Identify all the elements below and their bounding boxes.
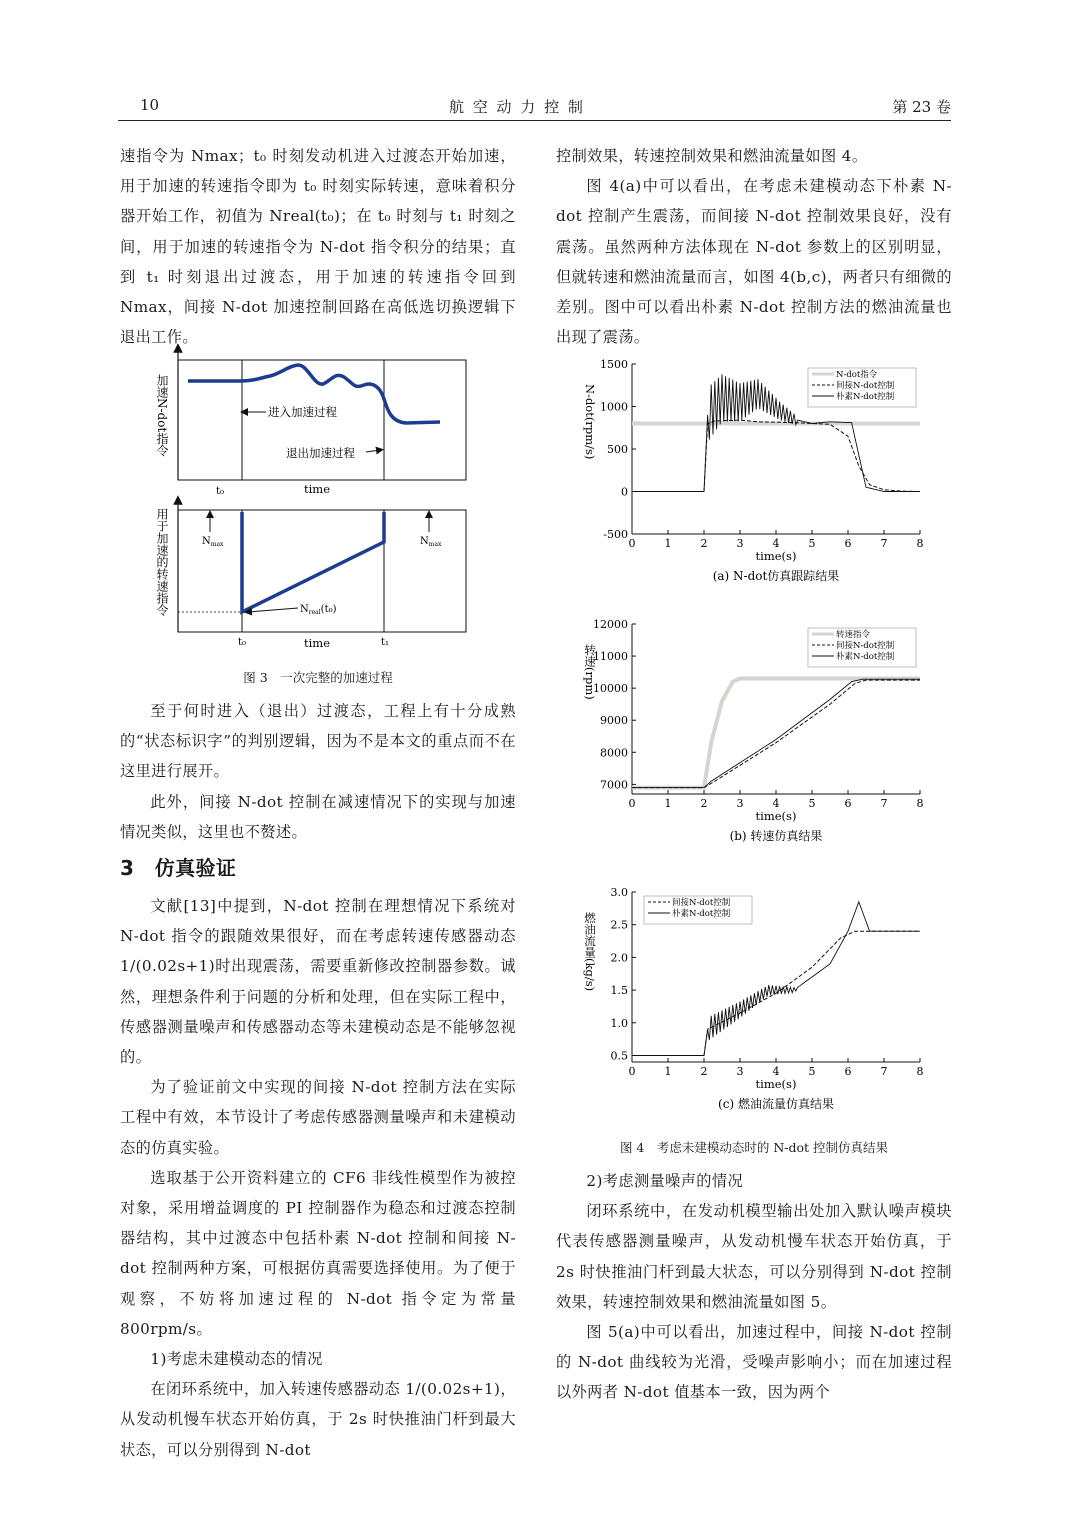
figure-3-caption: 图 3 一次完整的加速过程 bbox=[243, 670, 393, 685]
y-tick-label: 0.5 bbox=[610, 1049, 628, 1063]
y-tick-label: 2.5 bbox=[610, 918, 628, 932]
nreal-label: $N_{real}(t_0)$ bbox=[300, 604, 337, 616]
y-tick-label: 3.0 bbox=[610, 886, 628, 899]
x-tick-label: 8 bbox=[916, 1065, 924, 1078]
y-axis-label: 转速(rpm) bbox=[583, 644, 597, 700]
t0-label-bottom: t₀ bbox=[238, 637, 247, 648]
legend-label: 转速指令 bbox=[836, 630, 871, 640]
t0-label-top: t₀ bbox=[216, 486, 225, 497]
x-axis-label: time(s) bbox=[755, 1077, 797, 1091]
figure-4-caption: 图 4 考虑未建模动态时的 N-dot 控制仿真结果 bbox=[619, 1140, 889, 1155]
legend-label: 间接N-dot控制 bbox=[836, 641, 895, 651]
section-heading: 3 仿真验证 bbox=[120, 856, 237, 881]
paragraph: 至于何时进入（退出）过渡态，工程上有十分成熟的“状态标识字”的判别逻辑，因为不是本文的重点而不在这里进行展开。 bbox=[120, 702, 516, 781]
x-tick-label: 8 bbox=[916, 537, 924, 550]
x-tick-label: 7 bbox=[880, 537, 888, 550]
chart-ndot-tracking bbox=[576, 342, 936, 598]
y-tick-label: 1000 bbox=[600, 400, 628, 414]
x-tick-label: 2 bbox=[700, 797, 708, 810]
y-tick-label: 500 bbox=[607, 443, 628, 456]
figure-3 bbox=[148, 344, 478, 656]
x-axis-label: time(s) bbox=[755, 809, 797, 823]
chart-speed-simulation bbox=[576, 602, 936, 864]
y-tick-label: 1.0 bbox=[610, 1016, 628, 1030]
x-tick-label: 1 bbox=[664, 1065, 672, 1078]
xlabel-top: time bbox=[304, 482, 331, 496]
y-tick-label: 1500 bbox=[600, 358, 628, 371]
right-column-top bbox=[556, 141, 952, 352]
x-tick-label: 1 bbox=[664, 797, 672, 810]
left-column-top bbox=[120, 141, 516, 352]
x-axis-label: time(s) bbox=[755, 549, 797, 563]
nmax-left: $N_{max}$ bbox=[202, 536, 224, 548]
x-tick-label: 1 bbox=[664, 537, 672, 550]
y-tick-label: 9000 bbox=[600, 714, 628, 728]
annot-enter: 进入加速过程 bbox=[268, 405, 337, 419]
paragraph: 选取基于公开资料建立的 CF6 非线性模型作为被控对象，采用增益调度的 PI 控制器作为稳态和过渡态控制器结构，其中过渡态中包括朴素 N-dot 控制和间接 N-dot 控制两种方案，可根据仿真需要选择使用。为了便于观察，不妨将加速过程的 N-dot 指令定为常量 800rpm/s。 bbox=[120, 1168, 516, 1338]
y-axis-label: N-dot(rpm/s) bbox=[583, 384, 597, 460]
x-tick-label: 3 bbox=[736, 1065, 744, 1078]
speed-command-curve bbox=[242, 512, 384, 612]
x-tick-label: 7 bbox=[880, 1065, 888, 1078]
bottom-ylabel: 用于加速的转速指令 bbox=[155, 508, 169, 616]
legend-label: N-dot指令 bbox=[836, 370, 878, 380]
y-tick-label: 12000 bbox=[593, 618, 628, 631]
paragraph: 文献[13]中提到，N-dot 控制在理想情况下系统对 N-dot 指令的跟随效果很好，而在考虑转速传感器动态 1/(0.02s+1)时出现震荡，需要重新修改控制器参数。诚然，理想条件利于问题的分析和处理，但在实际工程中，传感器测量噪声和传感器动态等未建模动态是不能够忽视的。 bbox=[120, 897, 516, 1067]
journal-title: 航 空 动 力 控 制 bbox=[449, 98, 585, 116]
xlabel-bottom: time bbox=[304, 636, 331, 650]
y-tick-label: 11000 bbox=[593, 650, 628, 664]
subcaption: (c) 燃油流量仿真结果 bbox=[718, 1097, 834, 1111]
y-tick-label: 0 bbox=[621, 485, 628, 499]
x-tick-label: 4 bbox=[772, 1065, 780, 1078]
nmax-right: $N_{max}$ bbox=[420, 536, 442, 548]
subheading: 1)考虑未建模动态的情况 bbox=[150, 1350, 323, 1369]
left-column-bottom bbox=[120, 696, 516, 1465]
page-number: 10 bbox=[140, 96, 160, 114]
y-tick-label: 7000 bbox=[600, 778, 628, 792]
top-panel-frame bbox=[178, 360, 466, 480]
paragraph: 速指令为 Nmax；t₀ 时刻发动机进入过渡态开始加速，用于加速的转速指令即为 t₀ 时刻实际转速，意味着积分器开始工作，初值为 Nreal(t₀)；在 t₀ 时刻与 t₁ 时刻之间，用于加速的转速指令为 N-dot 指令积分的结果；直到 t₁ 时刻退出过渡态，用于加速的转速指令回到 Nmax，间接 N-dot 加速控制回路在高低选切换逻辑下退出工作。 bbox=[120, 147, 516, 347]
x-tick-label: 0 bbox=[628, 797, 636, 810]
x-tick-label: 6 bbox=[844, 537, 852, 550]
x-tick-label: 5 bbox=[808, 537, 816, 550]
y-tick-label: 2.0 bbox=[610, 951, 628, 965]
right-column-bottom bbox=[556, 1166, 952, 1408]
top-ylabel: 加速N-dot指令 bbox=[155, 374, 169, 457]
y-tick-label: 1.5 bbox=[610, 984, 628, 998]
x-tick-label: 6 bbox=[844, 1065, 852, 1078]
y-tick-label: 8000 bbox=[600, 746, 628, 760]
x-tick-label: 6 bbox=[844, 797, 852, 810]
subheading: 2)考虑测量噪声的情况 bbox=[586, 1172, 744, 1190]
chart-fuel-flow-simulation bbox=[576, 870, 936, 1126]
y-tick-label: 10000 bbox=[593, 682, 628, 696]
x-tick-label: 0 bbox=[628, 537, 636, 550]
paragraph: 此外，间接 N-dot 控制在减速情况下的实现与加速情况类似，这里也不赘述。 bbox=[120, 792, 516, 841]
header-rule bbox=[118, 120, 951, 121]
legend-label: 朴素N-dot控制 bbox=[836, 652, 895, 662]
legend-label: 间接N-dot控制 bbox=[672, 898, 731, 908]
subcaption: (a) N-dot仿真跟踪结果 bbox=[712, 569, 840, 583]
x-tick-label: 5 bbox=[808, 1065, 816, 1078]
x-tick-label: 5 bbox=[808, 797, 816, 810]
x-tick-label: 4 bbox=[772, 537, 780, 550]
volume-label: 第 23 卷 bbox=[892, 98, 951, 116]
legend-label: 朴素N-dot控制 bbox=[836, 392, 895, 402]
x-tick-label: 3 bbox=[736, 537, 744, 550]
paragraph: 在闭环系统中，加入转速传感器动态 1/(0.02s+1)，从发动机慢车状态开始仿真，于 2s 时快推油门杆到最大状态，可以分别得到 N-dot bbox=[120, 1380, 516, 1459]
x-tick-label: 4 bbox=[772, 797, 780, 810]
y-axis-label: 燃油流量(kg/s) bbox=[583, 912, 597, 992]
paragraph: 图 5(a)中可以看出，加速过程中，间接 N-dot 控制的 N-dot 曲线较为光滑，受噪声影响小；而在加速过程以外两者 N-dot 值基本一致，因为两个 bbox=[556, 1323, 952, 1402]
t1-label: t₁ bbox=[381, 637, 390, 648]
legend-label: 间接N-dot控制 bbox=[836, 381, 895, 391]
paragraph: 为了验证前文中实现的间接 N-dot 控制方法在实际工程中有效，本节设计了考虑传感器测量噪声和未建模动态的仿真实验。 bbox=[120, 1078, 516, 1157]
y-tick-label: -500 bbox=[603, 528, 628, 541]
x-tick-label: 2 bbox=[700, 1065, 708, 1078]
paragraph: 图 4(a)中可以看出，在考虑未建模动态下朴素 N-dot 控制产生震荡，而间接 N-dot 控制效果良好，没有震荡。虽然两种方法体现在 N-dot 参数上的区别明显，但就转速和燃油流量而言，如图 4(b,c)，两者只有细微的差别。图中可以看出朴素 N-dot 控制方法的燃油流量也出现了震荡。 bbox=[556, 177, 952, 347]
annot-exit: 退出加速过程 bbox=[286, 446, 355, 460]
x-tick-label: 8 bbox=[916, 797, 924, 810]
paragraph: 闭环系统中，在发动机模型输出处加入默认噪声模块代表传感器测量噪声，从发动机慢车状态开始仿真，于 2s 时快推油门杆到最大状态，可以分别得到 N-dot 控制效果，转速控制效果和燃油流量如图 5。 bbox=[556, 1202, 952, 1311]
x-tick-label: 3 bbox=[736, 797, 744, 810]
x-tick-label: 2 bbox=[700, 537, 708, 550]
subcaption: (b) 转速仿真结果 bbox=[729, 829, 823, 843]
legend-label: 朴素N-dot控制 bbox=[672, 909, 731, 919]
x-tick-label: 7 bbox=[880, 797, 888, 810]
paragraph: 控制效果，转速控制效果和燃油流量如图 4。 bbox=[556, 147, 868, 165]
x-tick-label: 0 bbox=[628, 1065, 636, 1078]
